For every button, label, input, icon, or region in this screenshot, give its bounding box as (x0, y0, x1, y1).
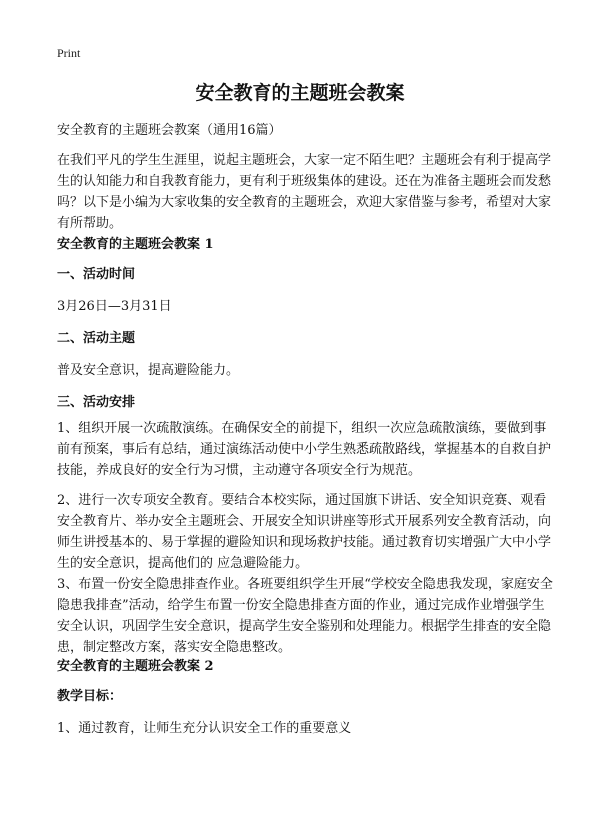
heading-activity-arrangement: 三、活动安排 (57, 395, 136, 410)
heading-activity-time: 一、活动时间 (57, 267, 136, 282)
arrangement-item-1: 1、组织开展一次疏散演练。在确保安全的前提下，组织一次应急疏散演练，要做到事前有预案，事后有总结，通过演练活动使中小学生熟悉疏散路线，掌握基本的自救自护技能，养成良好的安全行为习惯，主动遵守各项安全行为规范。 (57, 421, 552, 478)
document-subtitle: 安全教育的主题班会教案（通用16篇） (57, 123, 282, 138)
arrangement-item-3: 3、布置一份安全隐患排查作业。各班要组织学生开展“学校安全隐患我发现，家庭安全隐患我排查”活动，给学生布置一份安全隐患排查方面的作业，通过完成作业增强学生安全认识，巩固学生安全意识，提高学生安全鉴别和处理能力。根据学生排查的安全隐患，制定整改方案，落实安全隐患整改。 (57, 577, 553, 655)
heading-activity-theme: 二、活动主题 (57, 331, 136, 346)
activity-time-value: 3月26日—3月31日 (57, 299, 172, 314)
document-title: 安全教育的主题班会教案 (195, 82, 405, 104)
print-link[interactable]: Print (57, 46, 81, 60)
heading-teaching-goal: 教学目标： (57, 689, 123, 704)
activity-theme-value: 普及安全意识，提高避险能力。 (57, 363, 240, 378)
section-heading-2: 安全教育的主题班会教案 2 (57, 659, 214, 674)
teaching-goal-1: 1、通过教育，让师生充分认识安全工作的重要意义 (57, 721, 352, 736)
section-heading-1: 安全教育的主题班会教案 1 (57, 237, 214, 252)
arrangement-item-2: 2、进行一次专项安全教育。要结合本校实际，通过国旗下讲话、安全知识竞赛、观看安全教育片、举办安全主题班会、开展安全知识讲座等形式开展系列安全教育活动，向师生讲授基本的、易于掌握的避险知识和现场救护技能。通过教育切实增强广大中小学生的安全意识，提高他们的 应急避险能力。 (57, 493, 552, 571)
intro-paragraph: 在我们平凡的学生生涯里，说起主题班会，大家一定不陌生吧？主题班会有利于提高学生的认知能力和自我教育能力，更有利于班级集体的建设。还在为准备主题班会而发愁吗？以下是小编为大家收集的安全教育的主题班会，欢迎大家借鉴与参考，希望对大家有所帮助。 (57, 153, 552, 231)
